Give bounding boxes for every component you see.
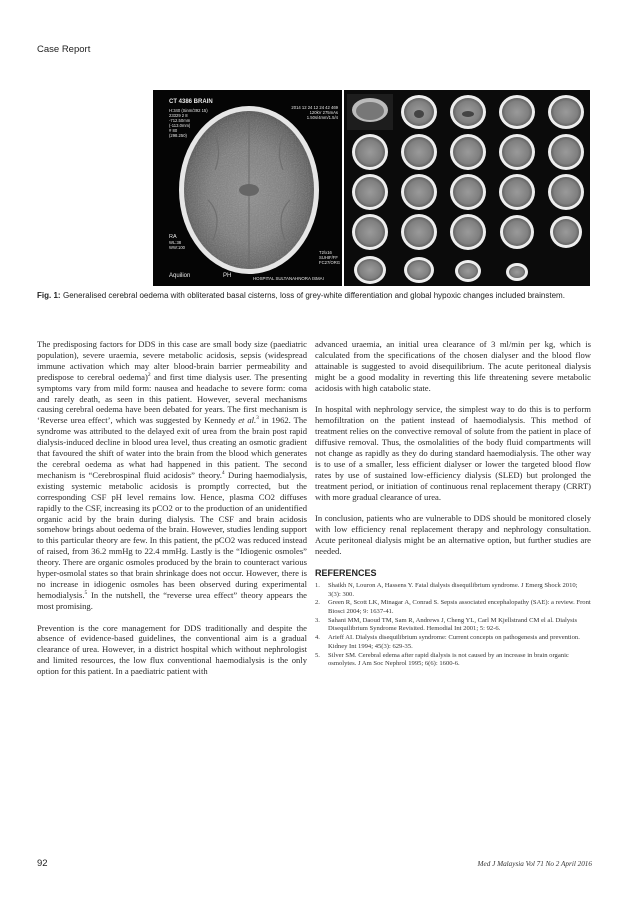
reference-item: 1. Shaikh N, Louron A, Hassens Y. Fatal dialysis disequilibrium syndrome. J Emerg Shock 2010; 3(3): 300. [315,581,578,598]
scan-info-line: (298.250) [169,133,187,138]
scan-orientation-label: PH [223,273,232,279]
paragraph: In conclusion, patients who are vulnerable to DDS should be monitored closely with low efficiency renal replacement therapy and nephrology consultation. Acute peritoneal dialysis might be an alternative option, but further studies are needed. [315,513,591,557]
reference-item: 4. Arieff AI. Dialysis disequilibrium syndrome: Current concepts on pathogenesis and prevention. Kidney Int 1994; 45(3): 629-35. [315,634,580,650]
paragraph: advanced uraemia, an initial urea clearance of 3 ml/min per kg, which is calculated from the specifications of the chosen dialyser and the blood flow attainable is suggested to avoid disequilibrium. The acute peritoneal dialysis might be a good modality in reverting this life threatening severe metabolic acidosis with high catabolic state. [315,339,591,393]
scan-info-line: -712.50mm [169,118,191,123]
ct-brain-scan-main [153,90,342,286]
paragraph: In hospital with nephrology service, the simplest way to do this is to perform hemofiltration on the patient instead of haemodialysis. This method of treatment relies on the convective removal of solute from the patient in place of diffusive removal. Thus, the osmolalities of the body fluid compartments will not change as rapidly as they do during standard haemodialysis. The other way is to use of a smaller, less efficient dialyser or lower the targeted blood flow rates by use of sustained low-efficiency dialysis (SLED) but prolonged the treatment period, or initiation of continuous renal replacement therapy (CRRT) with more gradual clearance of urea. [315,404,591,502]
scan-info-top-left [169,108,208,138]
scan-info-left [169,234,185,250]
scan-info-line: 23329 2 8 [169,113,188,118]
scan-info-line: FC27/ORG [319,260,340,265]
reference-item: 2. Green R, Scott LK, Minagar A, Conrad S. Sepsis associated encephalopathy (SAE): a review. Front Biosci 2004; 9: 1637-41. [315,599,591,615]
ct-figure [153,90,590,286]
paragraph: The predisposing factors for DDS in this case are small body size (paediatric population), severe uraemia, severe metabolic acidosis, sepsis (widespread immune activation which may alter blood-brain barrier permeability and predispose to cerebral oedema)$^2$ and first time dialysis user. The presenting symptoms vary from mild form: nausea and headache to severe form: coma and rarely death, as seen in this patient. However, several mechanisms causing cerebral oedema have been debated for years. The first mechanism is ‘Reverse urea effect’, which was suggested by Kennedy et al.$^3$ in 1962. The syndrome was attributed to the delayed exit of urea from the brain post rapid dialysis-induced decline in blood urea level, thus creating an osmotic gradient that favoured the shift of water into the brain from the blood which generates the cerebral oedema as what had happened in this patient. The second mechanism is “Cerebrospinal fluid acidosis” theory.$^4$ During haemodialysis, existing systemic metabolic acidosis is promptly corrected, but the corresponding CSF pH level remains low. Hence, plasma CO2 diffuses rapidly to the CSF, increasing its pCO2 or to the production of an unidentified organic acid by the brain during dialysis. The CSF and brain acidosis somehow brings about oedema of the brain. However, studies lending support to this particular theory are few. In this patient, the pCO2 was reduced instead of raised, from 36.2 mmHg to 22.4 mmHg. Lastly is the “Idiogenic osmoles” theory. There are organic osmoles produced by the brain to counteract various hyper-osmolal states so that brain shrinkage does not occur. However, there is no increase in idiogenic osmoles has been observed during experimental hemodialysis.$^5$ In the nutshell, the “reverse urea effect” theory appears the most promising. [37,339,307,611]
scan-info-line: WL:38 [169,240,182,245]
scan-info-line: 1.50s/4mm/1.5/4 [306,115,338,120]
ct-montage-grid [344,90,590,286]
left-column [37,339,307,688]
scan-info-right [319,250,340,265]
scan-info-line: (-113.0mm) [169,123,191,128]
paragraph: Prevention is the core management for DDS traditionally and despite the absence of evidence-based guidelines, the conventional aim is a gradual clearance of urea. However, in a district hospital which without nephrologist and limited resources, the low flux conventional haemodialysis is the only option for this patient. In a paediatric patient with [37,622,307,677]
references-heading: REFERENCES [315,567,377,578]
scan-info-line: T2/x16 [319,250,332,255]
ct-montage-image [344,90,590,286]
scan-info-line: H:340 (Sinm/392 15) [169,108,208,113]
caption-label: Fig. 1: [37,291,61,300]
scan-info-line: 2014 12 24 12 24 42 469 [291,105,338,110]
reference-item: 5. Silver SM. Cerebral edema after rapid dialysis is not caused by an increase in brain organic osmolytes. J Am Soc Nephrol 1995; 6(6): 1600-6. [315,651,569,668]
references-list [315,582,591,669]
reference-item: 3. Sahani MM, Daoud TM, Sam R, Andrews J, Cheng YL, Carl M Kjellstrand CM el al. Dialysis Disequilibrium Syndrome Revisited. Hemodial Int 2001; 5: 92-6. [315,616,578,633]
scan-title: CT 4386 BRAIN [169,99,213,105]
scan-info-top-right [291,105,338,120]
scan-info-line: WW:100 [169,245,185,250]
section-label: Case Report [37,44,91,55]
right-column [315,339,591,669]
scan-hospital-label: HOSPITAL SULTANAHNORA ISMAI [253,276,324,281]
figure-caption [37,291,592,302]
scan-info-line: SUHIF/FF [319,255,338,260]
journal-citation: Med J Malaysia Vol 71 No 2 April 2016 [477,860,592,868]
scan-info-line: RA [169,234,177,240]
scan-info-line: # 80 [169,128,178,133]
page-number: 92 [37,858,48,869]
scan-scanner-label: Aquilion [169,273,191,279]
scan-info-line: 120kV 275mAs [309,110,338,115]
caption-text: Generalised cerebral oedema with obliterated basal cisterns, loss of grey-white differentiation and global hypoxic changes included brainstem. [63,291,565,300]
